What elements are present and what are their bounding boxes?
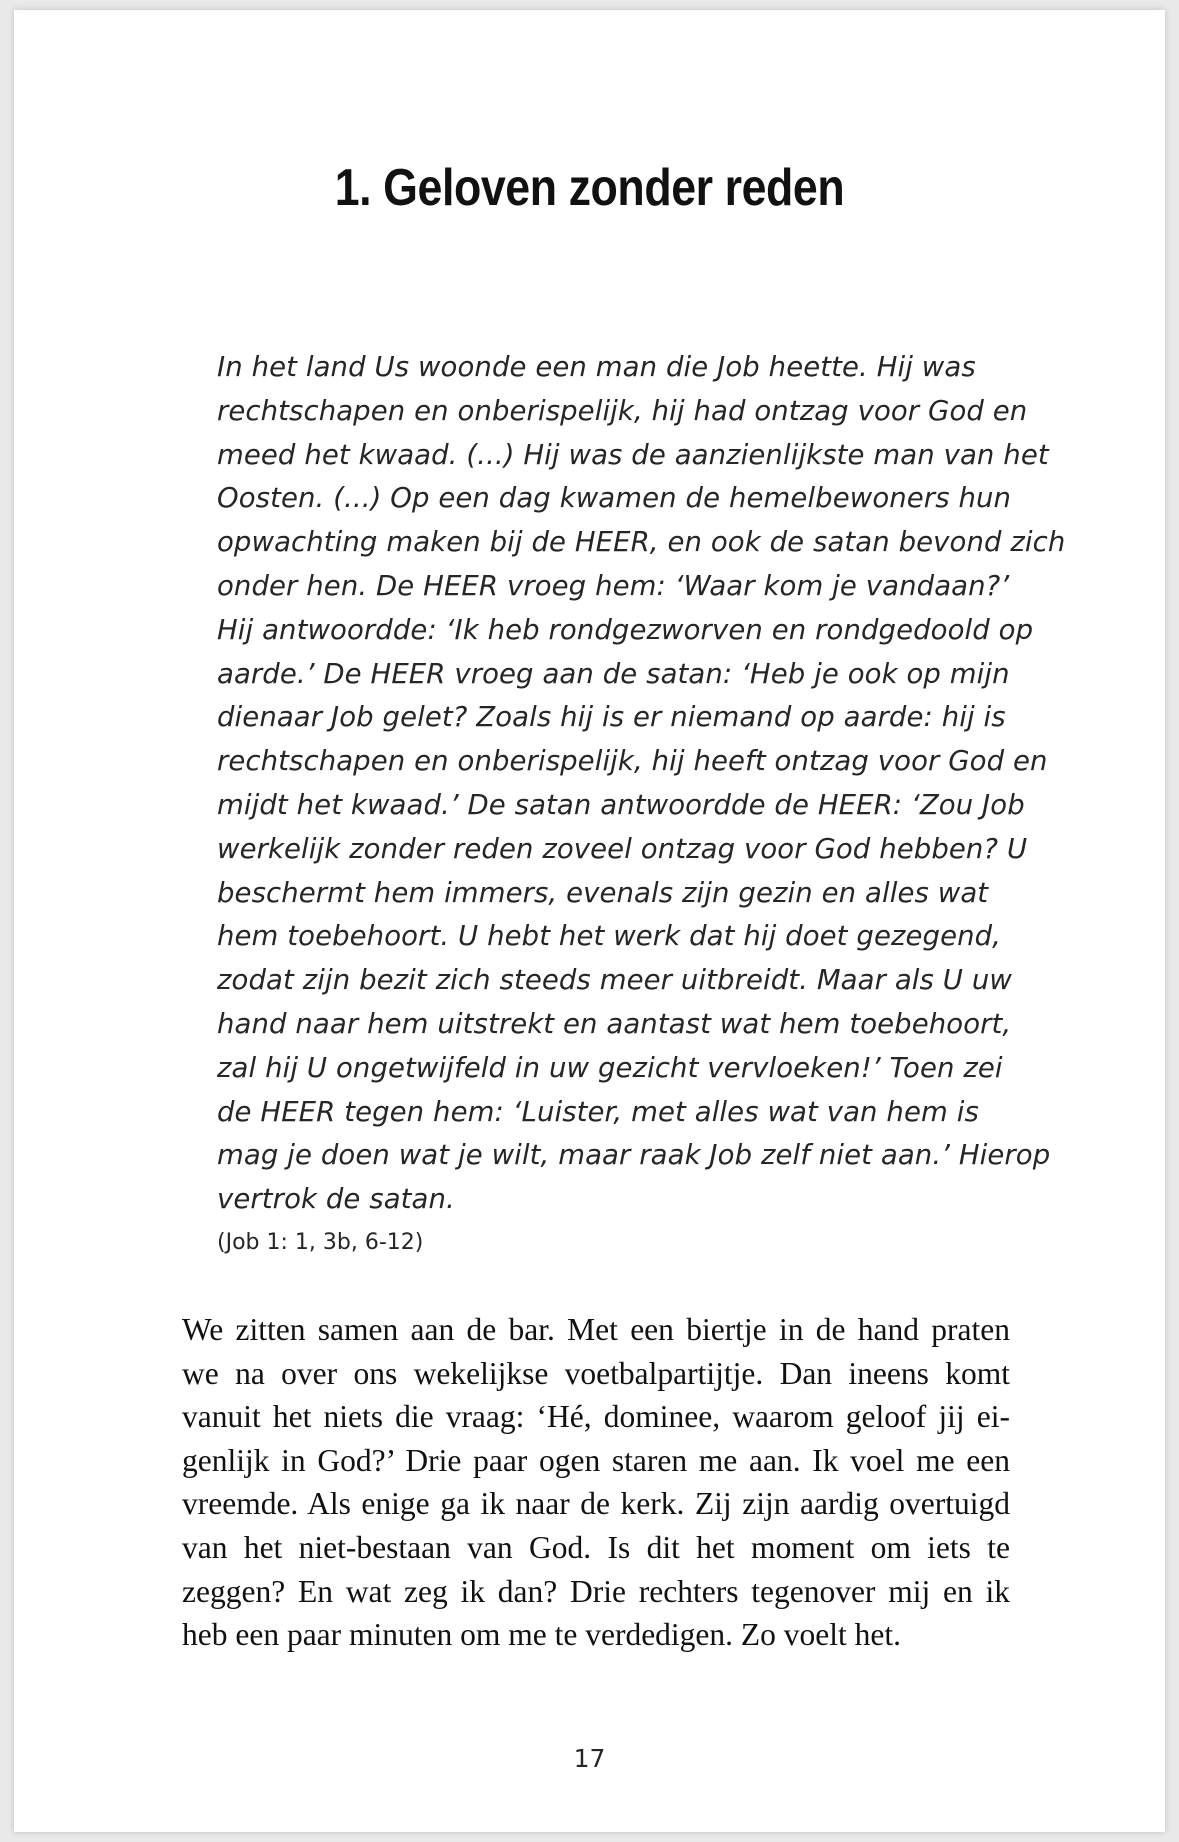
epigraph-quote (217, 346, 1066, 1258)
body-line: We zitten samen aan de bar. Met een biertje in de hand praten (182, 1312, 1010, 1347)
quote-line: zodat zijn bezit zich steeds meer uitbreidt. Maar als U uw (217, 964, 1012, 997)
quote-line: rechtschapen en onberispelijk, hij heeft ontzag voor God en (217, 745, 1048, 778)
quote-line: mag je doen wat je wilt, maar raak Job zelf niet aan.’ Hierop (217, 1139, 1051, 1172)
body-line: zeggen? En wat zeg ik dan? Drie rechters tegenover mij en ik (182, 1573, 1010, 1609)
body-line: vreemde. Als enige ga ik naar de kerk. Zij zijn aardig overtuigd (182, 1486, 1010, 1522)
page-number: 17 (573, 1744, 606, 1773)
quote-line: zal hij U ongetwijfeld in uw gezicht vervloeken!’ Toen zei (217, 1051, 1003, 1084)
quote-line: Oosten. (...) Op een dag kwamen de hemelbewoners hun (217, 482, 1012, 515)
body-line: genlijk in God?’ Drie paar ogen staren me aan. Ik voel me een (182, 1442, 1010, 1478)
quote-line: vertrok de satan. (217, 1183, 455, 1216)
quote-line: werkelijk zonder reden zoveel ontzag voor God hebben? U (217, 832, 1028, 865)
quote-line: beschermt hem immers, evenals zijn gezin en alles wat (217, 876, 989, 909)
quote-line: onder hen. De HEER vroeg hem: ‘Waar kom je vandaan?’ (217, 569, 1010, 602)
quote-line: In het land Us woonde een man die Job heette. Hij was (217, 351, 976, 383)
body-line: van het niet-bestaan van God. Is dit het moment om iets te (182, 1529, 1010, 1565)
quote-line: de HEER tegen hem: ‘Luister, met alles wat van hem is (217, 1095, 979, 1128)
quote-line: dienaar Job gelet? Zoals hij is er niemand op aarde: hij is (217, 701, 1006, 734)
chapter-title: 1. Geloven zonder reden (334, 159, 845, 217)
quote-line: rechtschapen en onberispelijk, hij had ontzag voor God en (217, 394, 1028, 427)
quote-line: Hij antwoordde: ‘Ik heb rondgezworven en rondgedoold op (217, 613, 1034, 646)
quote-line: aarde.’ De HEER vroeg aan de satan: ‘Heb je ook op mijn (217, 657, 1010, 690)
book-page (14, 10, 1165, 1832)
body-line: heb een paar minuten om me te verdedigen. Zo voelt het. (182, 1617, 901, 1653)
quote-line: mijdt het kwaad.’ De satan antwoordde de HEER: ‘Zou Job (217, 788, 1025, 821)
quote-reference: (Job 1: 1, 3b, 6-12) (217, 1229, 424, 1255)
quote-line: hand naar hem uitstrekt en aantast wat hem toebehoort, (217, 1007, 1012, 1040)
body-line: we na over ons wekelijkse voetbalpartijtje. Dan ineens komt (182, 1355, 1010, 1391)
quote-line: opwachting maken bij de HEER, en ook de satan bevond zich (217, 526, 1066, 559)
body-paragraph (182, 1308, 1010, 1657)
body-line: vanuit het niets die vraag: ‘Hé, dominee, waarom geloof jij ei- (182, 1399, 1010, 1435)
quote-line: hem toebehoort. U hebt het werk dat hij doet gezegend, (217, 920, 1002, 953)
quote-line: meed het kwaad. (...) Hij was de aanzienlijkste man van het (217, 438, 1049, 471)
